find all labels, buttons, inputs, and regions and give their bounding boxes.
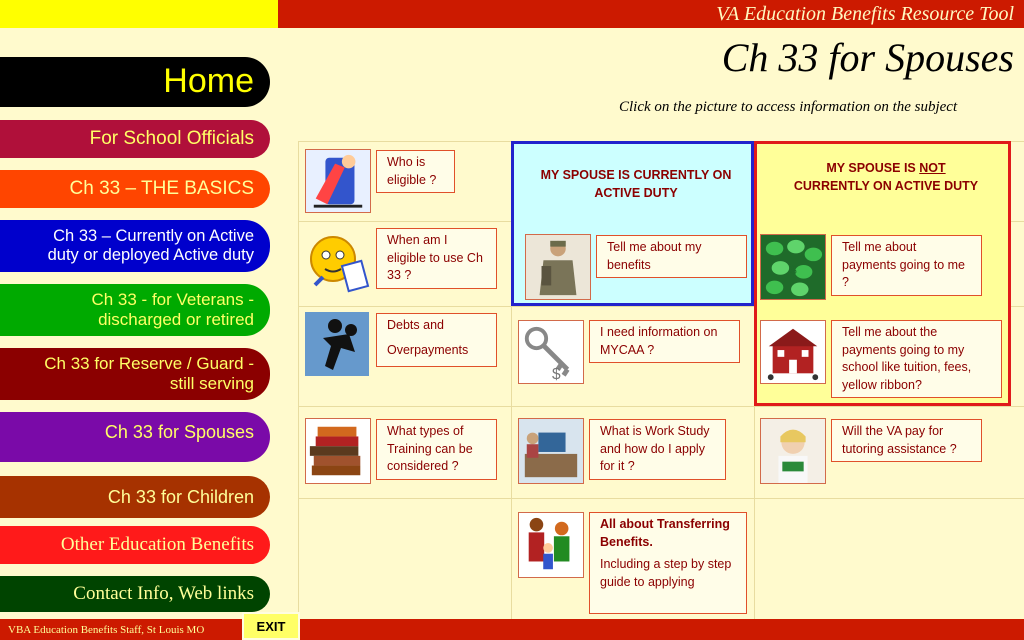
soldier-image[interactable] xyxy=(525,234,591,300)
nav-children-label: Ch 33 for Children xyxy=(107,486,254,507)
nav-basics[interactable] xyxy=(0,170,270,208)
debts-image[interactable] xyxy=(305,312,369,376)
nav-veterans[interactable] xyxy=(0,284,270,336)
nav-children[interactable] xyxy=(0,476,270,518)
grid-line xyxy=(298,406,1024,407)
money-image[interactable] xyxy=(760,234,826,300)
svg-text:$: $ xyxy=(790,263,797,277)
nav-home[interactable] xyxy=(0,57,270,107)
when-eligible-link[interactable]: When am I eligible to use Ch 33 ? xyxy=(376,228,497,289)
app-title: VA Education Benefits Resource Tool xyxy=(278,0,1024,28)
active-duty-heading: MY SPOUSE IS CURRENTLY ON ACTIVE DUTY xyxy=(540,168,732,200)
when-eligible-image[interactable] xyxy=(305,227,371,297)
payments-to-school-link[interactable]: Tell me about the payments going to my school like tuition, fees, yellow ribbon? xyxy=(831,320,1002,398)
transfer-body: Including a step by step guide to applying xyxy=(600,557,732,589)
work-study-link[interactable]: What is Work Study and how do I apply for it ? xyxy=(589,419,726,480)
nav-school-officials-label: For School Officials xyxy=(89,128,254,150)
mycaa-image[interactable] xyxy=(518,320,584,384)
nav-reserve-guard[interactable] xyxy=(0,348,270,400)
payments-to-me-link[interactable]: Tell me about payments going to me ? xyxy=(831,235,982,296)
nav-veterans-line1: Ch 33 - for Veterans - xyxy=(91,290,254,310)
nav-school-officials[interactable] xyxy=(0,120,270,158)
not-active-heading-post: CURRENTLY ON ACTIVE DUTY xyxy=(793,178,979,193)
school-image[interactable] xyxy=(760,320,826,384)
my-benefits-link[interactable]: Tell me about my benefits xyxy=(596,235,747,278)
nav-contact[interactable] xyxy=(0,576,270,612)
who-eligible-link[interactable]: Who is eligible ? xyxy=(376,150,455,193)
svg-text:$: $ xyxy=(551,366,561,383)
nav-active-duty[interactable] xyxy=(0,220,270,272)
nav-active-duty-line1: Ch 33 – Currently on Active xyxy=(53,227,254,246)
page-subtitle: Click on the picture to access information on the subject xyxy=(619,99,958,115)
debts-label: Debts and xyxy=(387,318,444,332)
nav-reserve-line1: Ch 33 for Reserve / Guard - xyxy=(44,354,254,374)
nav-veterans-line2: discharged or retired xyxy=(98,310,254,329)
exit-button[interactable]: EXIT xyxy=(242,612,300,640)
nav-contact-label: Contact Info, Web links xyxy=(73,583,254,605)
training-image[interactable] xyxy=(305,418,371,484)
nav-other-benefits-label: Other Education Benefits xyxy=(60,534,254,556)
work-study-image[interactable] xyxy=(518,418,584,484)
top-bar-accent xyxy=(0,0,278,28)
transfer-image[interactable] xyxy=(518,512,584,578)
tutoring-image[interactable] xyxy=(760,418,826,484)
nav-spouses[interactable] xyxy=(0,412,270,462)
grid-line xyxy=(298,498,1024,499)
nav-basics-label: Ch 33 – THE BASICS xyxy=(69,178,254,200)
tutoring-link[interactable]: Will the VA pay for tutoring assistance ? xyxy=(831,419,982,462)
overpayments-label: Overpayments xyxy=(387,342,469,357)
not-active-heading-pre: MY SPOUSE IS xyxy=(826,161,920,175)
nav-home-label: Home xyxy=(163,62,254,101)
not-active-duty-heading xyxy=(768,160,1004,195)
debts-link[interactable] xyxy=(376,313,497,367)
grid-line xyxy=(298,141,299,619)
nav-reserve-line2: still serving xyxy=(169,374,254,393)
mycaa-link[interactable]: I need information on MYCAA ? xyxy=(589,320,740,363)
footer-credit: VBA Education Benefits Staff, St Louis MO xyxy=(8,624,205,636)
nav-active-duty-line2: duty or deployed Active duty xyxy=(47,246,254,264)
transfer-benefits-link[interactable] xyxy=(589,512,747,614)
eligibility-image[interactable] xyxy=(305,149,371,213)
not-active-heading-underlined: NOT xyxy=(919,161,946,175)
transfer-title: All about Transferring Benefits. xyxy=(600,517,730,549)
page-title: Ch 33 for Spouses xyxy=(721,35,1014,80)
nav-spouses-label: Ch 33 for Spouses xyxy=(104,422,254,442)
nav-other-benefits[interactable] xyxy=(0,526,270,564)
training-types-link[interactable]: What types of Training can be considered ? xyxy=(376,419,497,480)
